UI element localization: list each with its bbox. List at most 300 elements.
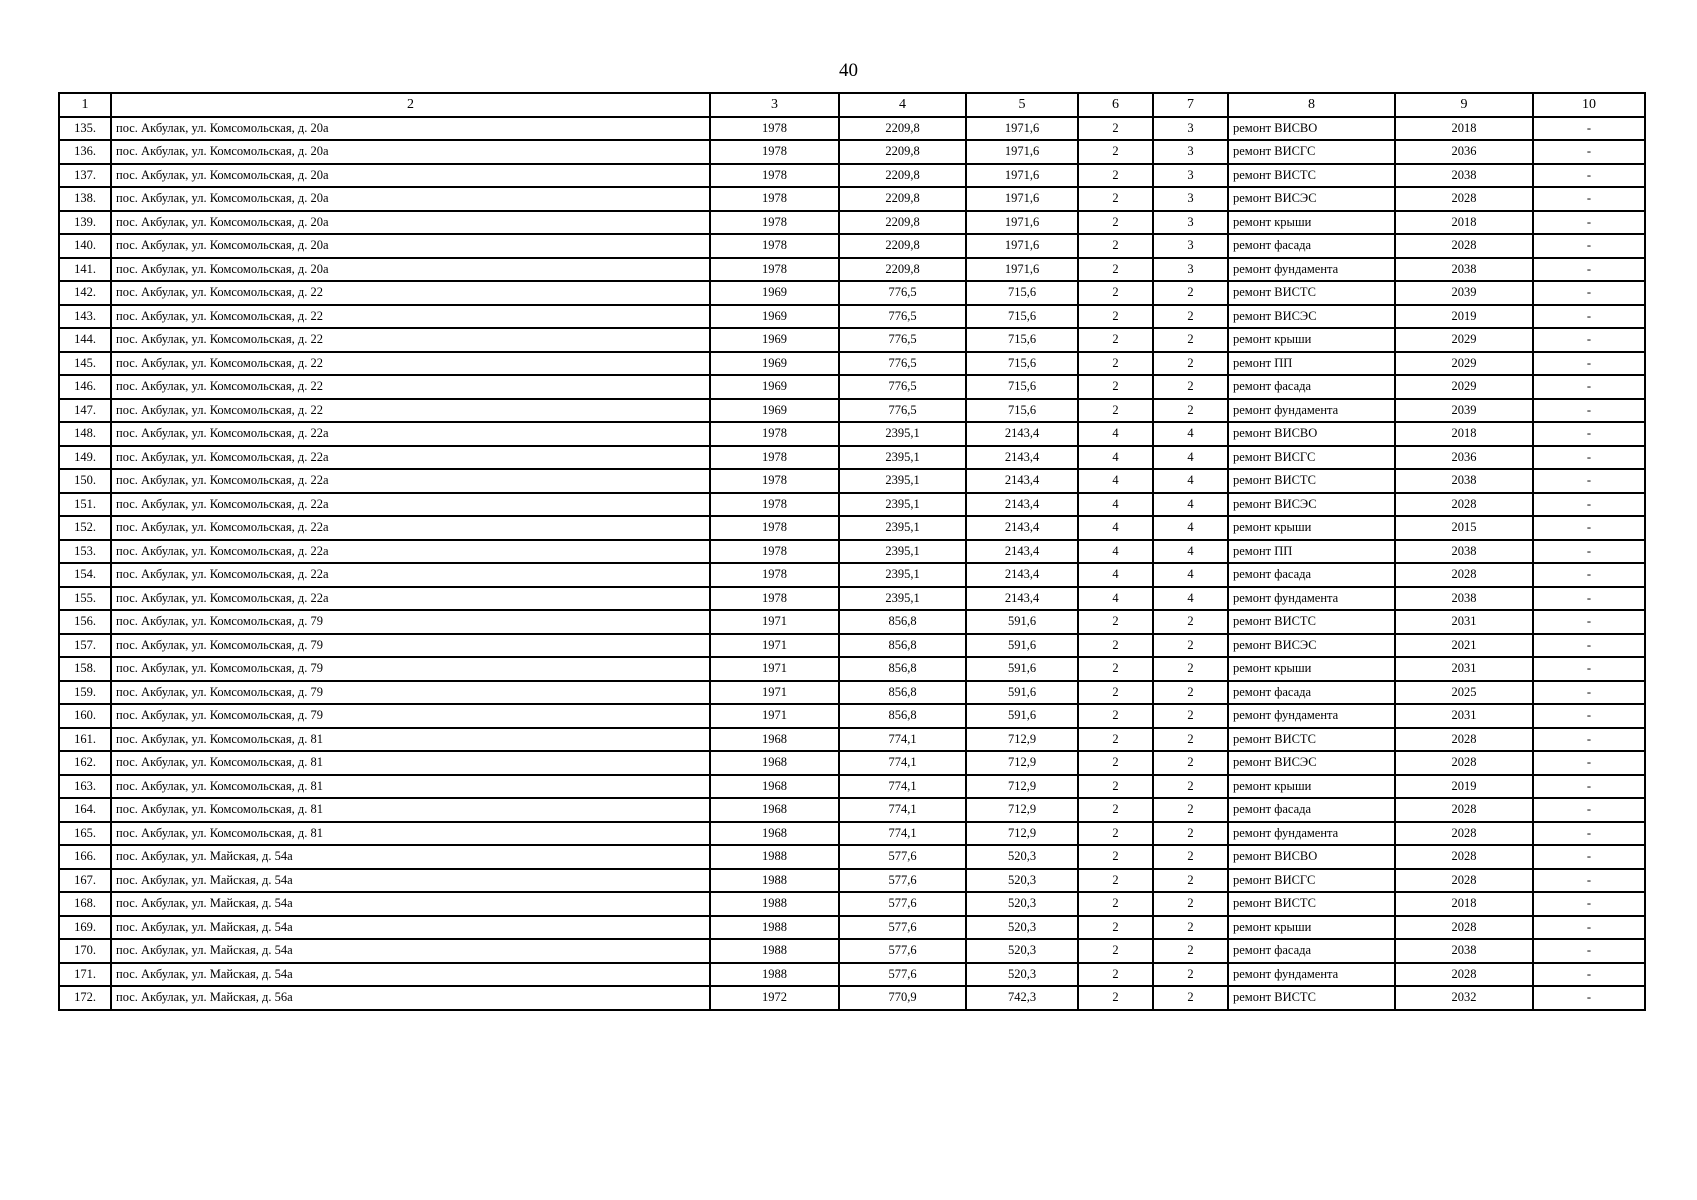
planned-year-cell: 2021: [1395, 634, 1533, 658]
total-area-cell: 776,5: [839, 399, 966, 423]
planned-year-cell: 2018: [1395, 211, 1533, 235]
table-row: [59, 634, 1645, 658]
year-built-cell: 1971: [710, 634, 839, 658]
living-area-cell: 1971,6: [966, 140, 1078, 164]
row-number-cell: 138.: [59, 187, 111, 211]
table-row: [59, 140, 1645, 164]
work-type-cell: ремонт ПП: [1228, 352, 1395, 376]
total-area-cell: 774,1: [839, 728, 966, 752]
total-area-cell: 2395,1: [839, 422, 966, 446]
table-row: [59, 822, 1645, 846]
planned-year-cell: 2031: [1395, 704, 1533, 728]
work-type-cell: ремонт ВИСЭС: [1228, 187, 1395, 211]
entrances-cell: 4: [1153, 540, 1228, 564]
living-area-cell: 712,9: [966, 798, 1078, 822]
note-cell: -: [1533, 634, 1645, 658]
work-type-cell: ремонт крыши: [1228, 916, 1395, 940]
living-area-cell: 715,6: [966, 399, 1078, 423]
table-row: [59, 845, 1645, 869]
entrances-cell: 2: [1153, 375, 1228, 399]
address-cell: пос. Акбулак, ул. Комсомольская, д. 81: [111, 798, 710, 822]
floors-cell: 2: [1078, 869, 1153, 893]
note-cell: -: [1533, 422, 1645, 446]
note-cell: -: [1533, 986, 1645, 1010]
note-cell: -: [1533, 798, 1645, 822]
address-cell: пос. Акбулак, ул. Комсомольская, д. 22: [111, 352, 710, 376]
living-area-cell: 712,9: [966, 751, 1078, 775]
entrances-cell: 2: [1153, 869, 1228, 893]
year-built-cell: 1969: [710, 328, 839, 352]
note-cell: -: [1533, 305, 1645, 329]
planned-year-cell: 2025: [1395, 681, 1533, 705]
row-number-cell: 171.: [59, 963, 111, 987]
entrances-cell: 2: [1153, 610, 1228, 634]
note-cell: -: [1533, 164, 1645, 188]
table-row: [59, 328, 1645, 352]
table-row: [59, 516, 1645, 540]
total-area-cell: 774,1: [839, 798, 966, 822]
address-cell: пос. Акбулак, ул. Комсомольская, д. 22а: [111, 493, 710, 517]
row-number-cell: 159.: [59, 681, 111, 705]
year-built-cell: 1971: [710, 681, 839, 705]
table-row: [59, 681, 1645, 705]
planned-year-cell: 2018: [1395, 117, 1533, 141]
living-area-cell: 715,6: [966, 375, 1078, 399]
work-type-cell: ремонт фасада: [1228, 563, 1395, 587]
total-area-cell: 2209,8: [839, 117, 966, 141]
year-built-cell: 1988: [710, 963, 839, 987]
floors-cell: 2: [1078, 328, 1153, 352]
entrances-cell: 2: [1153, 634, 1228, 658]
year-built-cell: 1978: [710, 563, 839, 587]
entrances-cell: 2: [1153, 822, 1228, 846]
planned-year-cell: 2032: [1395, 986, 1533, 1010]
total-area-cell: 856,8: [839, 681, 966, 705]
work-type-cell: ремонт ВИСЭС: [1228, 751, 1395, 775]
note-cell: -: [1533, 399, 1645, 423]
year-built-cell: 1978: [710, 234, 839, 258]
row-number-cell: 135.: [59, 117, 111, 141]
living-area-cell: 2143,4: [966, 540, 1078, 564]
planned-year-cell: 2031: [1395, 657, 1533, 681]
work-type-cell: ремонт фасада: [1228, 798, 1395, 822]
living-area-cell: 591,6: [966, 610, 1078, 634]
table-row: [59, 117, 1645, 141]
living-area-cell: 520,3: [966, 845, 1078, 869]
year-built-cell: 1978: [710, 493, 839, 517]
row-number-cell: 139.: [59, 211, 111, 235]
work-type-cell: ремонт ВИСГС: [1228, 446, 1395, 470]
planned-year-cell: 2031: [1395, 610, 1533, 634]
note-cell: -: [1533, 211, 1645, 235]
address-cell: пос. Акбулак, ул. Комсомольская, д. 81: [111, 822, 710, 846]
address-cell: пос. Акбулак, ул. Комсомольская, д. 79: [111, 657, 710, 681]
row-number-cell: 162.: [59, 751, 111, 775]
address-cell: пос. Акбулак, ул. Майская, д. 56а: [111, 986, 710, 1010]
total-area-cell: 856,8: [839, 704, 966, 728]
living-area-cell: 591,6: [966, 634, 1078, 658]
year-built-cell: 1968: [710, 728, 839, 752]
work-type-cell: ремонт фундамента: [1228, 704, 1395, 728]
living-area-cell: 2143,4: [966, 493, 1078, 517]
floors-cell: 4: [1078, 563, 1153, 587]
row-number-cell: 136.: [59, 140, 111, 164]
year-built-cell: 1978: [710, 422, 839, 446]
address-cell: пос. Акбулак, ул. Комсомольская, д. 79: [111, 610, 710, 634]
living-area-cell: 1971,6: [966, 117, 1078, 141]
floors-cell: 2: [1078, 681, 1153, 705]
total-area-cell: 776,5: [839, 375, 966, 399]
address-cell: пос. Акбулак, ул. Комсомольская, д. 79: [111, 704, 710, 728]
living-area-cell: 712,9: [966, 775, 1078, 799]
total-area-cell: 856,8: [839, 657, 966, 681]
note-cell: -: [1533, 187, 1645, 211]
table-row: [59, 211, 1645, 235]
total-area-cell: 577,6: [839, 892, 966, 916]
total-area-cell: 2395,1: [839, 540, 966, 564]
entrances-cell: 2: [1153, 328, 1228, 352]
work-type-cell: ремонт крыши: [1228, 328, 1395, 352]
total-area-cell: 577,6: [839, 963, 966, 987]
entrances-cell: 2: [1153, 798, 1228, 822]
row-number-cell: 140.: [59, 234, 111, 258]
living-area-cell: 715,6: [966, 305, 1078, 329]
table-row: [59, 540, 1645, 564]
total-area-cell: 2209,8: [839, 211, 966, 235]
floors-cell: 2: [1078, 728, 1153, 752]
living-area-cell: 591,6: [966, 657, 1078, 681]
entrances-cell: 3: [1153, 258, 1228, 282]
address-cell: пос. Акбулак, ул. Майская, д. 54а: [111, 892, 710, 916]
living-area-cell: 1971,6: [966, 234, 1078, 258]
page-number: 40: [839, 60, 858, 81]
planned-year-cell: 2036: [1395, 140, 1533, 164]
work-type-cell: ремонт фундамента: [1228, 258, 1395, 282]
note-cell: -: [1533, 892, 1645, 916]
floors-cell: 2: [1078, 117, 1153, 141]
work-type-cell: ремонт ВИСГС: [1228, 140, 1395, 164]
work-type-cell: ремонт ВИСВО: [1228, 117, 1395, 141]
table-row: [59, 892, 1645, 916]
total-area-cell: 2209,8: [839, 164, 966, 188]
year-built-cell: 1968: [710, 798, 839, 822]
year-built-cell: 1978: [710, 164, 839, 188]
note-cell: -: [1533, 258, 1645, 282]
planned-year-cell: 2038: [1395, 469, 1533, 493]
year-built-cell: 1969: [710, 305, 839, 329]
year-built-cell: 1988: [710, 892, 839, 916]
table-row: [59, 493, 1645, 517]
row-number-cell: 172.: [59, 986, 111, 1010]
address-cell: пос. Акбулак, ул. Комсомольская, д. 22а: [111, 516, 710, 540]
floors-cell: 2: [1078, 375, 1153, 399]
total-area-cell: 2209,8: [839, 258, 966, 282]
living-area-cell: 520,3: [966, 939, 1078, 963]
living-area-cell: 715,6: [966, 328, 1078, 352]
total-area-cell: 2209,8: [839, 234, 966, 258]
address-cell: пос. Акбулак, ул. Комсомольская, д. 20а: [111, 211, 710, 235]
row-number-cell: 147.: [59, 399, 111, 423]
planned-year-cell: 2028: [1395, 869, 1533, 893]
planned-year-cell: 2015: [1395, 516, 1533, 540]
note-cell: -: [1533, 869, 1645, 893]
work-type-cell: ремонт ВИСТС: [1228, 164, 1395, 188]
living-area-cell: 2143,4: [966, 446, 1078, 470]
living-area-cell: 1971,6: [966, 211, 1078, 235]
entrances-cell: 3: [1153, 117, 1228, 141]
address-cell: пос. Акбулак, ул. Комсомольская, д. 22: [111, 305, 710, 329]
row-number-cell: 158.: [59, 657, 111, 681]
address-cell: пос. Акбулак, ул. Комсомольская, д. 20а: [111, 258, 710, 282]
work-type-cell: ремонт фасада: [1228, 681, 1395, 705]
planned-year-cell: 2018: [1395, 892, 1533, 916]
total-area-cell: 856,8: [839, 634, 966, 658]
living-area-cell: 715,6: [966, 352, 1078, 376]
note-cell: -: [1533, 117, 1645, 141]
living-area-cell: 591,6: [966, 704, 1078, 728]
total-area-cell: 776,5: [839, 281, 966, 305]
entrances-cell: 2: [1153, 916, 1228, 940]
year-built-cell: 1969: [710, 281, 839, 305]
note-cell: -: [1533, 610, 1645, 634]
year-built-cell: 1978: [710, 540, 839, 564]
living-area-cell: 2143,4: [966, 469, 1078, 493]
row-number-cell: 143.: [59, 305, 111, 329]
note-cell: -: [1533, 493, 1645, 517]
planned-year-cell: 2019: [1395, 775, 1533, 799]
planned-year-cell: 2029: [1395, 328, 1533, 352]
work-type-cell: ремонт фасада: [1228, 939, 1395, 963]
address-cell: пос. Акбулак, ул. Комсомольская, д. 81: [111, 775, 710, 799]
table-row: [59, 587, 1645, 611]
planned-year-cell: 2029: [1395, 352, 1533, 376]
total-area-cell: 774,1: [839, 822, 966, 846]
total-area-cell: 2395,1: [839, 493, 966, 517]
total-area-cell: 577,6: [839, 939, 966, 963]
work-type-cell: ремонт ВИСТС: [1228, 281, 1395, 305]
work-type-cell: ремонт ВИСТС: [1228, 728, 1395, 752]
table-row: [59, 469, 1645, 493]
address-cell: пос. Акбулак, ул. Майская, д. 54а: [111, 916, 710, 940]
address-cell: пос. Акбулак, ул. Комсомольская, д. 79: [111, 634, 710, 658]
floors-cell: 2: [1078, 892, 1153, 916]
total-area-cell: 577,6: [839, 845, 966, 869]
floors-cell: 2: [1078, 657, 1153, 681]
year-built-cell: 1968: [710, 751, 839, 775]
year-built-cell: 1968: [710, 775, 839, 799]
work-type-cell: ремонт ВИСЭС: [1228, 493, 1395, 517]
floors-cell: 2: [1078, 986, 1153, 1010]
planned-year-cell: 2028: [1395, 916, 1533, 940]
work-type-cell: ремонт фасада: [1228, 234, 1395, 258]
planned-year-cell: 2019: [1395, 305, 1533, 329]
note-cell: -: [1533, 469, 1645, 493]
address-cell: пос. Акбулак, ул. Комсомольская, д. 22: [111, 328, 710, 352]
living-area-cell: 712,9: [966, 728, 1078, 752]
table-row: [59, 728, 1645, 752]
floors-cell: 2: [1078, 704, 1153, 728]
table-row: [59, 657, 1645, 681]
entrances-cell: 3: [1153, 211, 1228, 235]
column-header-8: 8: [1228, 93, 1395, 117]
planned-year-cell: 2028: [1395, 728, 1533, 752]
table-row: [59, 352, 1645, 376]
column-header-10: 10: [1533, 93, 1645, 117]
table-row: [59, 164, 1645, 188]
year-built-cell: 1978: [710, 117, 839, 141]
address-cell: пос. Акбулак, ул. Майская, д. 54а: [111, 963, 710, 987]
work-type-cell: ремонт ВИСВО: [1228, 845, 1395, 869]
work-type-cell: ремонт ПП: [1228, 540, 1395, 564]
floors-cell: 4: [1078, 516, 1153, 540]
planned-year-cell: 2018: [1395, 422, 1533, 446]
address-cell: пос. Акбулак, ул. Комсомольская, д. 22а: [111, 446, 710, 470]
living-area-cell: 2143,4: [966, 587, 1078, 611]
work-type-cell: ремонт фасада: [1228, 375, 1395, 399]
planned-year-cell: 2028: [1395, 751, 1533, 775]
total-area-cell: 2395,1: [839, 446, 966, 470]
column-header-4: 4: [839, 93, 966, 117]
living-area-cell: 742,3: [966, 986, 1078, 1010]
floors-cell: 2: [1078, 352, 1153, 376]
entrances-cell: 2: [1153, 751, 1228, 775]
address-cell: пос. Акбулак, ул. Майская, д. 54а: [111, 869, 710, 893]
floors-cell: 2: [1078, 845, 1153, 869]
total-area-cell: 2209,8: [839, 187, 966, 211]
row-number-cell: 167.: [59, 869, 111, 893]
table-row: [59, 798, 1645, 822]
living-area-cell: 1971,6: [966, 164, 1078, 188]
table-row: [59, 916, 1645, 940]
row-number-cell: 149.: [59, 446, 111, 470]
planned-year-cell: 2038: [1395, 258, 1533, 282]
table-row: [59, 187, 1645, 211]
table-row: [59, 422, 1645, 446]
floors-cell: 4: [1078, 540, 1153, 564]
table-row: [59, 963, 1645, 987]
entrances-cell: 2: [1153, 728, 1228, 752]
year-built-cell: 1968: [710, 822, 839, 846]
floors-cell: 2: [1078, 164, 1153, 188]
table-row: [59, 986, 1645, 1010]
work-type-cell: ремонт фундамента: [1228, 822, 1395, 846]
address-cell: пос. Акбулак, ул. Майская, д. 54а: [111, 845, 710, 869]
work-type-cell: ремонт крыши: [1228, 657, 1395, 681]
table-row: [59, 610, 1645, 634]
planned-year-cell: 2028: [1395, 822, 1533, 846]
table-row: [59, 399, 1645, 423]
row-number-cell: 150.: [59, 469, 111, 493]
total-area-cell: 577,6: [839, 916, 966, 940]
address-cell: пос. Акбулак, ул. Майская, д. 54а: [111, 939, 710, 963]
table-row: [59, 234, 1645, 258]
entrances-cell: 2: [1153, 963, 1228, 987]
note-cell: -: [1533, 281, 1645, 305]
total-area-cell: 776,5: [839, 305, 966, 329]
floors-cell: 2: [1078, 140, 1153, 164]
note-cell: -: [1533, 234, 1645, 258]
year-built-cell: 1978: [710, 587, 839, 611]
address-cell: пос. Акбулак, ул. Комсомольская, д. 81: [111, 728, 710, 752]
table-row: [59, 446, 1645, 470]
address-cell: пос. Акбулак, ул. Комсомольская, д. 81: [111, 751, 710, 775]
column-header-5: 5: [966, 93, 1078, 117]
floors-cell: 2: [1078, 610, 1153, 634]
table-row: [59, 751, 1645, 775]
floors-cell: 2: [1078, 775, 1153, 799]
row-number-cell: 144.: [59, 328, 111, 352]
floors-cell: 2: [1078, 916, 1153, 940]
floors-cell: 4: [1078, 493, 1153, 517]
living-area-cell: 1971,6: [966, 187, 1078, 211]
work-type-cell: ремонт фундамента: [1228, 587, 1395, 611]
entrances-cell: 2: [1153, 892, 1228, 916]
work-type-cell: ремонт фундамента: [1228, 399, 1395, 423]
work-type-cell: ремонт крыши: [1228, 775, 1395, 799]
note-cell: -: [1533, 939, 1645, 963]
note-cell: -: [1533, 681, 1645, 705]
entrances-cell: 2: [1153, 281, 1228, 305]
floors-cell: 2: [1078, 963, 1153, 987]
total-area-cell: 776,5: [839, 328, 966, 352]
note-cell: -: [1533, 140, 1645, 164]
row-number-cell: 153.: [59, 540, 111, 564]
entrances-cell: 2: [1153, 986, 1228, 1010]
work-type-cell: ремонт ВИСТС: [1228, 469, 1395, 493]
table-row: [59, 869, 1645, 893]
year-built-cell: 1969: [710, 399, 839, 423]
year-built-cell: 1978: [710, 211, 839, 235]
work-type-cell: ремонт ВИСТС: [1228, 610, 1395, 634]
note-cell: -: [1533, 540, 1645, 564]
column-header-3: 3: [710, 93, 839, 117]
year-built-cell: 1978: [710, 469, 839, 493]
row-number-cell: 157.: [59, 634, 111, 658]
work-type-cell: ремонт ВИСВО: [1228, 422, 1395, 446]
entrances-cell: 3: [1153, 234, 1228, 258]
work-type-cell: ремонт крыши: [1228, 211, 1395, 235]
year-built-cell: 1988: [710, 916, 839, 940]
planned-year-cell: 2029: [1395, 375, 1533, 399]
row-number-cell: 152.: [59, 516, 111, 540]
work-type-cell: ремонт ВИСГС: [1228, 869, 1395, 893]
entrances-cell: 2: [1153, 939, 1228, 963]
planned-year-cell: 2028: [1395, 798, 1533, 822]
planned-year-cell: 2028: [1395, 493, 1533, 517]
floors-cell: 2: [1078, 281, 1153, 305]
note-cell: -: [1533, 728, 1645, 752]
table-row: [59, 375, 1645, 399]
note-cell: -: [1533, 704, 1645, 728]
note-cell: -: [1533, 563, 1645, 587]
column-header-7: 7: [1153, 93, 1228, 117]
floors-cell: 2: [1078, 234, 1153, 258]
year-built-cell: 1988: [710, 869, 839, 893]
work-type-cell: ремонт фундамента: [1228, 963, 1395, 987]
row-number-cell: 163.: [59, 775, 111, 799]
entrances-cell: 2: [1153, 704, 1228, 728]
address-cell: пос. Акбулак, ул. Комсомольская, д. 22а: [111, 540, 710, 564]
entrances-cell: 2: [1153, 352, 1228, 376]
year-built-cell: 1988: [710, 845, 839, 869]
entrances-cell: 4: [1153, 493, 1228, 517]
planned-year-cell: 2039: [1395, 281, 1533, 305]
floors-cell: 2: [1078, 634, 1153, 658]
total-area-cell: 856,8: [839, 610, 966, 634]
year-built-cell: 1969: [710, 375, 839, 399]
row-number-cell: 155.: [59, 587, 111, 611]
note-cell: -: [1533, 845, 1645, 869]
